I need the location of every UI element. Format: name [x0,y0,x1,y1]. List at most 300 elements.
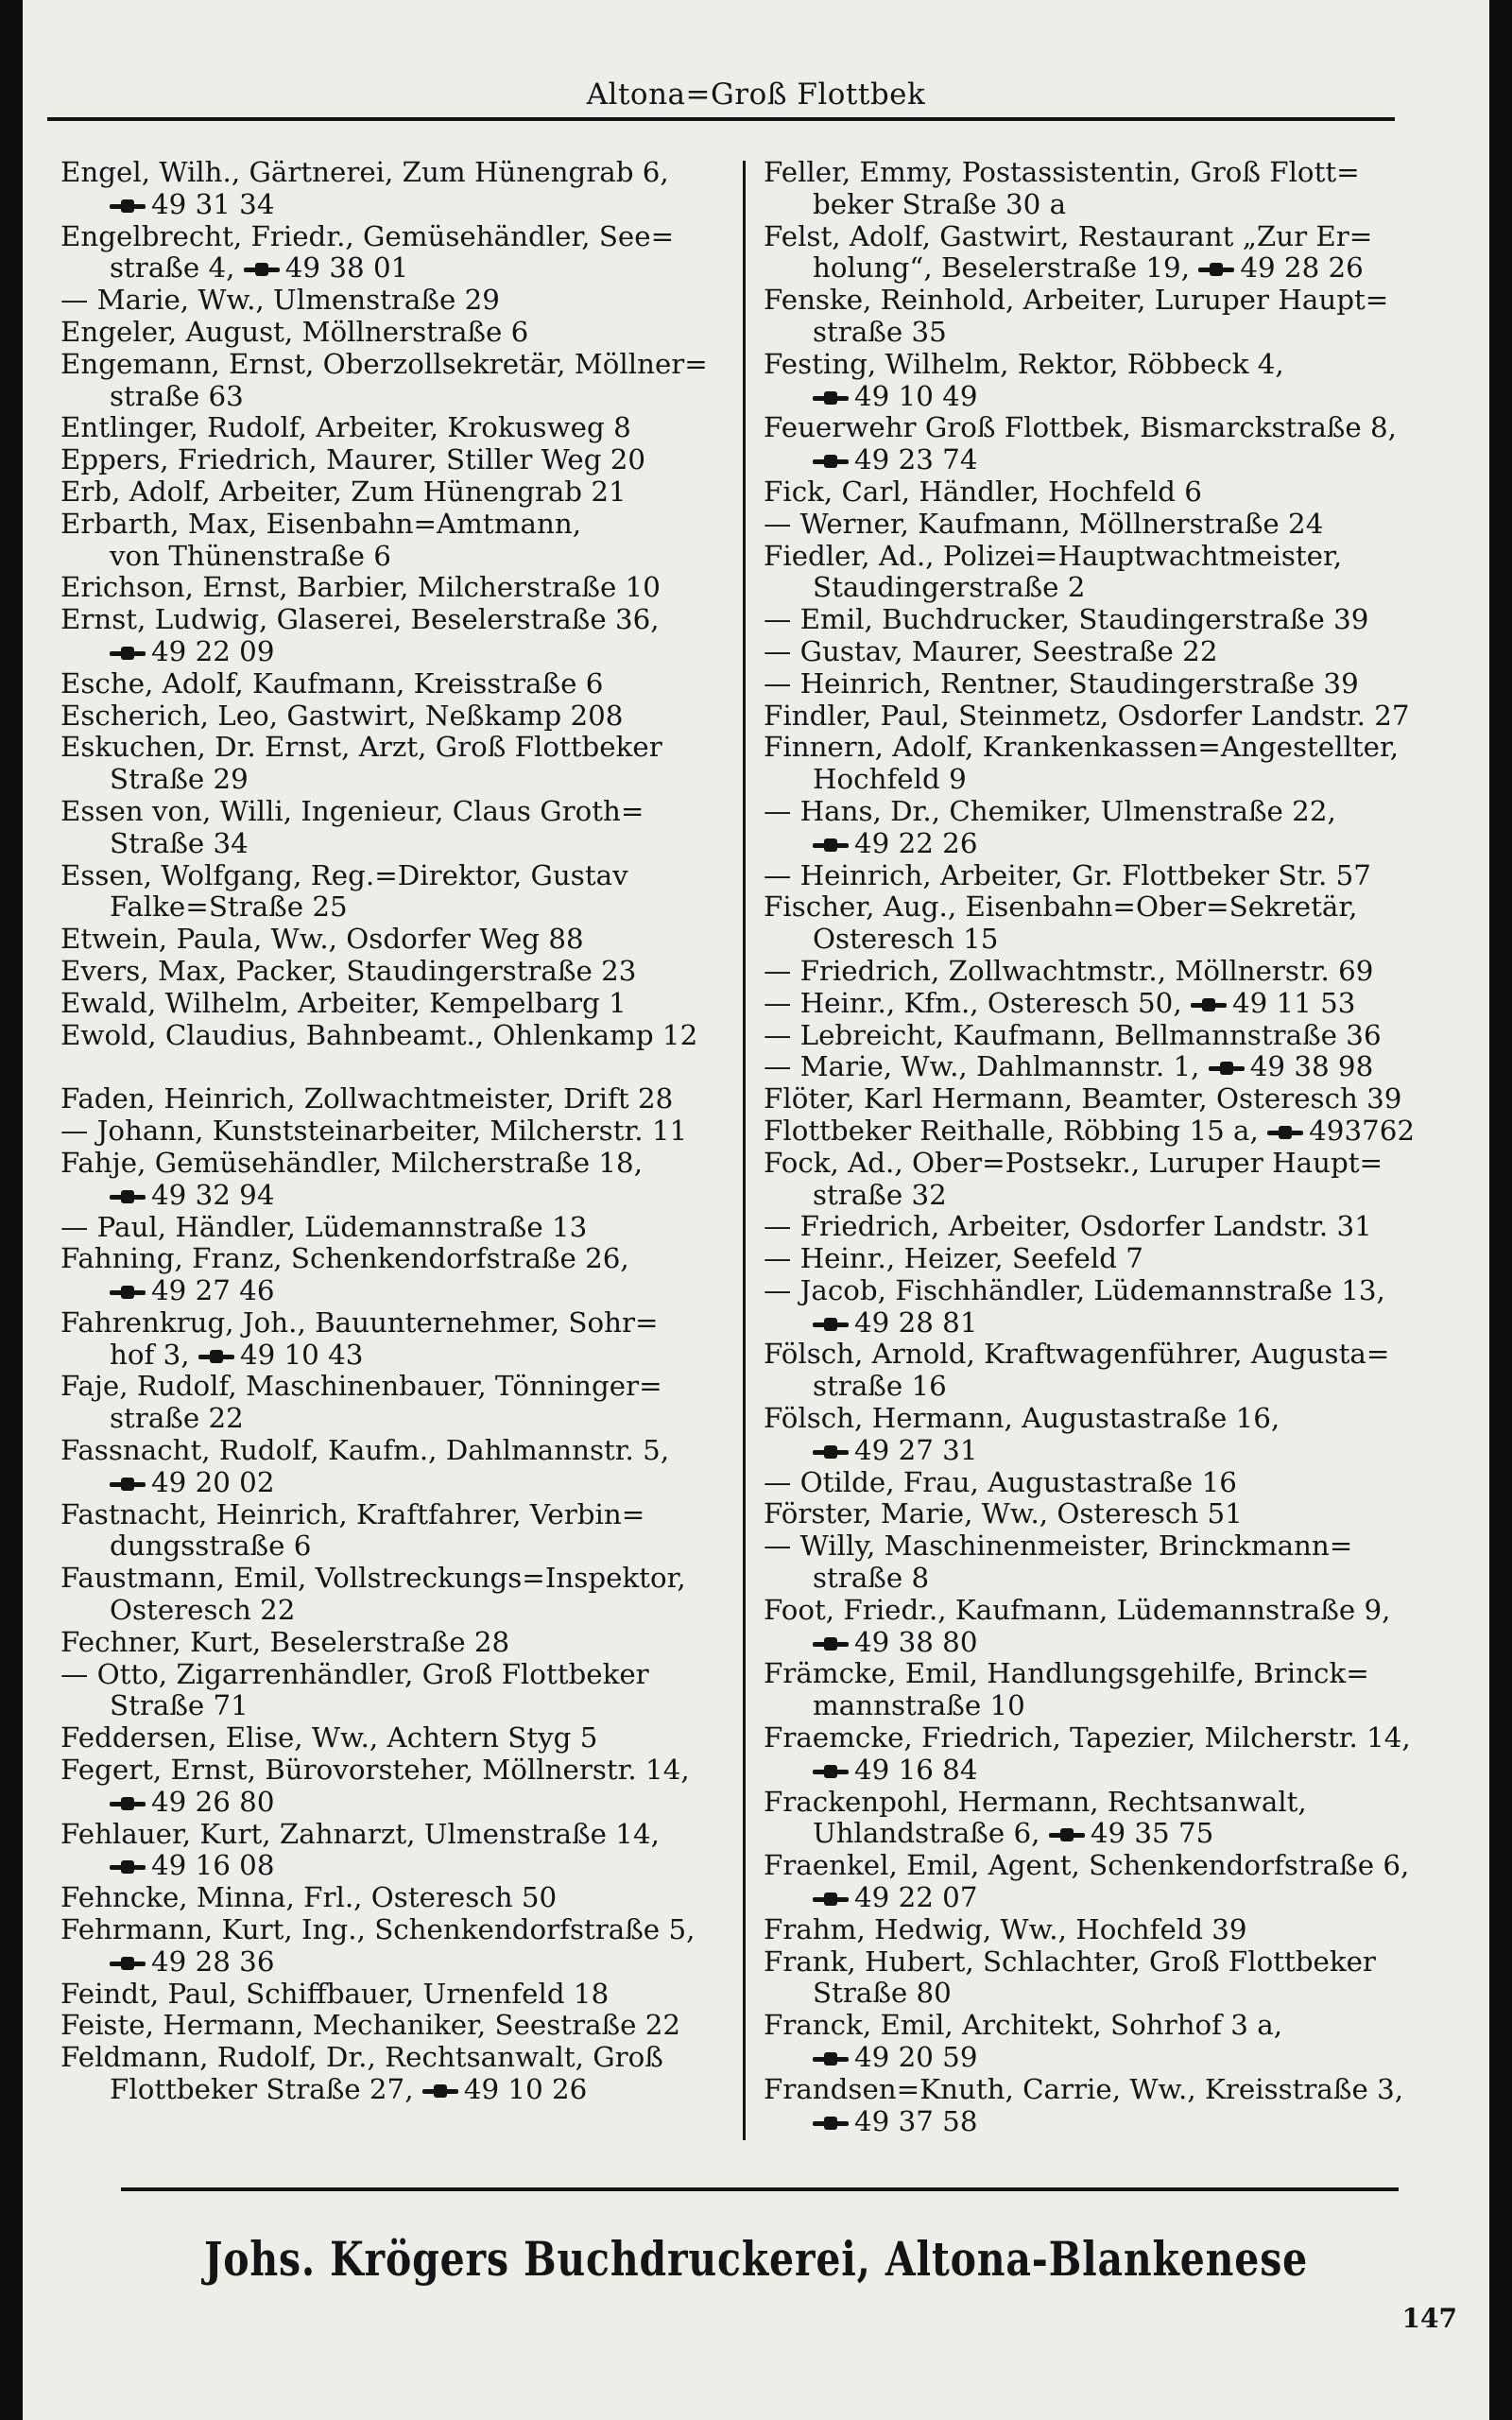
entry-line [764,509,1463,541]
directory-entry [764,1083,1463,1115]
directory-entry [60,1307,733,1372]
telephone-icon [198,1350,234,1363]
right-column [764,157,1463,2137]
entry-text: — Emil, Buchdrucker, Staudingerstraße 39 [764,603,1369,636]
telephone-icon [1049,1828,1085,1841]
page-header: Altona=Groß Flottbek [586,78,926,112]
directory-entry [60,860,733,925]
directory-entry [60,1148,733,1212]
entry-text: Feller, Emmy, Postassistentin, Groß Flott= [764,156,1360,188]
directory-entry [60,2010,733,2042]
entry-line [764,541,1463,573]
entry-line [60,1659,733,1691]
directory-entry [764,157,1463,221]
entry-line [764,668,1463,700]
entry-line [60,1914,733,1946]
entry-line [60,796,733,828]
entry-line [60,988,733,1020]
entry-text: holung“, Beselerstraße 19, [813,251,1191,285]
entry-line [764,1690,1463,1722]
phone-number: 49 10 49 [854,379,978,412]
telephone-icon [110,1860,146,1874]
directory-entry [764,2010,1463,2074]
phone-number: 49 11 53 [1231,986,1356,1019]
phone-line [764,1882,1463,1914]
telephone-icon [1267,1126,1303,1139]
entry-line [60,2010,733,2042]
entry-line [764,732,1463,764]
phone-line [764,2042,1463,2074]
entry-line [764,349,1463,381]
entry-text: Felst, Adolf, Gastwirt, Restaurant „Zur Er= [764,219,1373,252]
phone-number: 49 20 59 [854,2041,978,2074]
entry-text: — Heinrich, Arbeiter, Gr. Flottbeker Str. 57 [764,858,1371,891]
entry-text: mannstraße 10 [813,1689,1025,1722]
telephone-icon [813,838,849,852]
entry-line [60,1115,733,1148]
entry-line [764,1211,1463,1243]
entry-line [764,252,1463,285]
directory-entry [60,1979,733,2011]
entry-line [764,1978,1463,2010]
telephone-icon [813,455,849,468]
phone-line [60,1946,733,1979]
phone-line [60,1467,733,1499]
entry-text: Engel, Wilh., Gärtnerei, Zum Hünengrab 6, [60,156,669,188]
entry-line [764,1051,1463,1083]
phone-number: 49 23 74 [854,443,978,476]
entry-text: Festing, Wilhelm, Rektor, Röbbeck 4, [764,347,1284,380]
entry-line [60,828,733,860]
directory-entry [764,1339,1463,1403]
phone-number: 49 20 02 [151,1465,275,1498]
entry-line [60,668,733,700]
entry-text: Erichson, Ernst, Barbier, Milcherstraße 10 [60,571,661,604]
entry-line [764,924,1463,956]
entry-line [60,509,733,541]
entry-text: — Gustav, Maurer, Seestraße 22 [764,634,1218,667]
entry-text: Engemann, Ernst, Oberzollsekretär, Möllner= [60,347,708,380]
phone-number: 49 28 26 [1240,251,1364,285]
directory-entry [60,956,733,988]
entry-line [764,1722,1463,1754]
directory-entry [60,604,733,668]
telephone-icon [110,1478,146,1491]
entry-line [764,1148,1463,1180]
entry-line [764,1020,1463,1052]
directory-entry [764,2074,1463,2138]
directory-entry [764,1595,1463,1659]
entry-text: dungsstraße 6 [110,1530,312,1563]
phone-number: 49 10 43 [239,1338,364,1371]
phone-number: 49 38 80 [854,1625,978,1658]
entry-line [764,1371,1463,1403]
entry-text: Falke=Straße 25 [110,890,348,924]
entry-text: straße 35 [813,315,947,348]
entry-line [60,1819,733,1851]
entry-text: straße 8 [813,1562,930,1595]
directory-entry [60,349,733,413]
phone-line [764,1754,1463,1787]
entry-text: Fehrmann, Kurt, Ing., Schenkendorfstraße 5, [60,1913,696,1946]
entry-text: Franck, Emil, Architekt, Sohrhof 3 a, [764,2009,1283,2042]
phone-line [60,1787,733,1819]
entry-line [60,1979,733,2011]
column-divider [743,161,746,2140]
phone-number: 49 22 26 [854,826,978,859]
phone-number: 49 31 34 [151,187,275,220]
directory-entry [764,221,1463,285]
directory-entry [60,668,733,700]
entry-line [60,317,733,349]
entry-line [764,1850,1463,1882]
directory-entry [764,988,1463,1020]
telephone-icon [1191,998,1227,1011]
entry-line [60,412,733,444]
directory-entry [764,476,1463,509]
directory-entry [60,444,733,476]
directory-entry [60,1083,733,1115]
entry-line [764,860,1463,892]
phone-number: 49 16 84 [854,1753,978,1786]
entry-text: straße 63 [110,379,244,412]
entry-text: beker Straße 30 a [813,187,1067,220]
entry-line [60,381,733,413]
entry-text: Escherich, Leo, Gastwirt, Neßkamp 208 [60,699,624,732]
directory-entry [60,1435,733,1499]
entry-line [60,572,733,604]
entry-line [60,891,733,924]
entry-line [60,732,733,764]
directory-entry [764,1722,1463,1787]
directory-entry [764,1946,1463,2011]
directory-entry [764,412,1463,476]
directory-entry [764,668,1463,700]
entry-line [764,1243,1463,1275]
phone-number: 493762 [1309,1114,1416,1147]
entry-text: hof 3, [110,1338,190,1371]
entry-text: Fraemcke, Friedrich, Tapezier, Milcherstr. 14, [764,1721,1411,1754]
entry-text: Fock, Ad., Ober=Postsekr., Luruper Haupt= [764,1146,1383,1179]
directory-entry [764,604,1463,636]
entry-text: Ernst, Ludwig, Glaserei, Beselerstraße 36, [60,603,660,636]
directory-entry [764,349,1463,413]
phone-line [60,1275,733,1307]
telephone-icon [110,1286,146,1299]
entry-text: Finnern, Adolf, Krankenkassen=Angestellter, [764,731,1400,764]
entry-line [764,157,1463,189]
entry-text: Fastnacht, Heinrich, Kraftfahrer, Verbin= [60,1497,645,1530]
directory-entry [60,1020,733,1052]
entry-text: Straße 80 [813,1977,952,2010]
entry-line [60,444,733,476]
telephone-icon [110,1957,146,1970]
entry-line [764,796,1463,828]
telephone-icon [110,199,146,213]
directory-entry [60,1499,733,1564]
directory-entry [60,1722,733,1754]
directory-entry [764,1275,1463,1340]
entry-text: — Lebreicht, Kaufmann, Bellmannstraße 36 [764,1018,1382,1051]
directory-entry [60,1243,733,1307]
directory-entry [60,1754,733,1819]
phone-line [764,2106,1463,2138]
directory-entry [60,572,733,604]
entry-line [764,700,1463,733]
entry-line [60,764,733,796]
entry-line [764,285,1463,317]
phone-number: 49 28 81 [854,1305,978,1339]
directory-entry [764,860,1463,892]
page-number: 147 [1401,2303,1457,2334]
entry-text: Uhlandstraße 6, [813,1817,1040,1850]
phone-number: 49 22 07 [854,1881,978,1914]
directory-entry [764,509,1463,541]
entry-line [60,1243,733,1275]
entry-text: — Heinrich, Rentner, Staudingerstraße 39 [764,666,1359,700]
directory-entry [764,1148,1463,1212]
entry-text: — Werner, Kaufmann, Möllnerstraße 24 [764,507,1324,540]
directory-entry [764,1467,1463,1499]
entry-text: — Johann, Kunststeinarbeiter, Milcherstr. 11 [60,1115,688,1148]
directory-entry [764,541,1463,605]
entry-text: Flöter, Karl Hermann, Beamter, Osteresch 39 [764,1082,1402,1115]
entry-line [60,1499,733,1531]
directory-entry [60,988,733,1020]
entry-line [60,476,733,509]
entry-text: Frandsen=Knuth, Carrie, Ww., Kreisstraße 3, [764,2072,1404,2105]
entry-line [60,1020,733,1052]
entry-line [60,252,733,285]
phone-line [60,636,733,668]
entry-text: — Friedrich, Arbeiter, Osdorfer Landstr. 31 [764,1210,1372,1243]
directory-entry [60,1115,733,1148]
directory-entry [60,1627,733,1659]
entry-text: — Marie, Ww., Ulmenstraße 29 [60,284,500,317]
entry-text: Essen von, Willi, Ingenieur, Claus Groth= [60,794,644,827]
entry-line [764,891,1463,924]
entry-line [764,1595,1463,1627]
telephone-icon [813,1637,849,1651]
entry-line [60,2042,733,2074]
phone-line [60,1180,733,1212]
directory-entry [764,1914,1463,1946]
entry-line [60,2074,733,2106]
entry-text: — Hans, Dr., Chemiker, Ulmenstraße 22, [764,794,1336,827]
entry-line [764,1818,1463,1850]
left-column [60,157,733,2106]
telephone-icon [422,2084,458,2098]
entry-text: Feldmann, Rudolf, Dr., Rechtsanwalt, Groß [60,2041,663,2074]
directory-entry [764,1498,1463,1530]
directory-entry [764,285,1463,349]
directory-entry [60,2042,733,2106]
entry-text: Feindt, Paul, Schiffbauer, Urnenfeld 18 [60,1977,610,2010]
directory-entry [764,636,1463,668]
footer-rule [121,2187,1399,2191]
directory-entry [764,891,1463,956]
entry-text: Främcke, Emil, Handlungsgehilfe, Brinck= [764,1657,1369,1690]
directory-entry [60,1882,733,1914]
directory-entry [60,700,733,733]
phone-number: 49 27 31 [854,1433,978,1466]
entry-text: Fahning, Franz, Schenkendorfstraße 26, [60,1242,629,1275]
phone-number: 49 32 94 [151,1178,275,1211]
entry-line [764,1115,1463,1148]
entry-text: straße 22 [110,1402,244,1435]
entry-text: Feuerwehr Groß Flottbek, Bismarckstraße 8, [764,411,1397,444]
entry-line [764,1275,1463,1307]
telephone-icon [1198,263,1234,276]
entry-line [60,956,733,988]
phone-line [60,1850,733,1882]
entry-text: Frahm, Hedwig, Ww., Hochfeld 39 [764,1912,1247,1945]
directory-entry [60,412,733,444]
telephone-icon [813,1765,849,1778]
phone-line [764,828,1463,860]
entry-text: — Friedrich, Zollwachtmstr., Möllnerstr. 69 [764,954,1374,987]
phone-number: 49 38 01 [284,251,409,285]
directory-entry [60,509,733,573]
directory-entry [764,700,1463,733]
directory-entry [764,1403,1463,1467]
entry-text: Fölsch, Arnold, Kraftwagenführer, Augusta= [764,1338,1390,1371]
entry-text: Fenske, Reinhold, Arbeiter, Luruper Haupt= [764,284,1389,317]
entry-line [60,860,733,892]
directory-entry [764,1658,1463,1722]
entry-line [60,700,733,733]
entry-text: — Jacob, Fischhändler, Lüdemannstraße 13, [764,1273,1385,1306]
entry-text: — Willy, Maschinenmeister, Brinckmann= [764,1530,1353,1563]
telephone-icon [813,1445,849,1459]
phone-line [764,444,1463,476]
entry-text: Fegert, Ernst, Bürovorsteher, Möllnerstr. 14, [60,1754,690,1787]
entry-line [764,604,1463,636]
entry-line [764,189,1463,221]
directory-entry [764,1243,1463,1275]
entry-line [60,1530,733,1563]
entry-text: Hochfeld 9 [813,763,967,796]
directory-entry [60,221,733,285]
entry-text: Foot, Friedr., Kaufmann, Lüdemannstraße 9, [764,1593,1391,1626]
phone-number: 49 27 46 [151,1274,275,1307]
phone-number: 49 28 36 [151,1945,275,1978]
entry-text: Förster, Marie, Ww., Osteresch 51 [764,1497,1243,1530]
entry-text: Eppers, Friedrich, Maurer, Stiller Weg 20 [60,443,646,476]
telephone-icon [813,2052,849,2066]
entry-line [764,2010,1463,2042]
directory-entry [764,796,1463,860]
entry-line [60,1403,733,1435]
phone-number: 49 16 08 [151,1849,275,1882]
entry-text: Fehlauer, Kurt, Zahnarzt, Ulmenstraße 14, [60,1817,660,1850]
entry-line [764,1914,1463,1946]
entry-text: Entlinger, Rudolf, Arbeiter, Krokusweg 8 [60,411,631,444]
directory-entry [764,956,1463,988]
entry-line [764,1467,1463,1499]
entry-text: Fahje, Gemüsehändler, Milcherstraße 18, [60,1146,644,1179]
directory-entry [764,1115,1463,1148]
phone-number: 49 26 80 [151,1785,275,1818]
phone-number: 49 35 75 [1090,1817,1214,1850]
entry-text: Findler, Paul, Steinmetz, Osdorfer Landstr. 27 [764,699,1410,732]
entry-text: Frackenpohl, Hermann, Rechtsanwalt, [764,1785,1307,1818]
phone-number: 49 22 09 [151,634,275,667]
entry-text: Esche, Adolf, Kaufmann, Kreisstraße 6 [60,666,604,700]
entry-line [60,541,733,573]
entry-text: Erbarth, Max, Eisenbahn=Amtmann, [60,507,582,540]
entry-line [60,157,733,189]
entry-text: Feddersen, Elise, Ww., Achtern Styg 5 [60,1721,598,1754]
directory-entry [60,796,733,860]
entry-text: Fick, Carl, Händler, Hochfeld 6 [764,475,1202,508]
directory-entry [60,1659,733,1723]
entry-line [60,1307,733,1340]
entry-text: Fölsch, Hermann, Augustastraße 16, [764,1402,1280,1435]
entry-line [60,1340,733,1372]
entry-text: Fechner, Kurt, Beselerstraße 28 [60,1625,510,1658]
entry-text: Straße 34 [110,826,249,859]
entry-line [60,604,733,636]
directory-entry [764,1850,1463,1914]
entry-text: Osteresch 15 [813,923,999,956]
directory-entry [60,285,733,317]
entry-line [60,1595,733,1627]
entry-line [764,956,1463,988]
entry-text: Faustmann, Emil, Vollstreckungs=Inspektor, [60,1562,686,1595]
phone-number: 49 37 58 [854,2104,978,2137]
entry-text: Essen, Wolfgang, Reg.=Direktor, Gustav [60,858,628,891]
entry-text: Ewald, Wilhelm, Arbeiter, Kempelbarg 1 [60,986,627,1019]
directory-entry [60,1563,733,1627]
entry-text: straße 4, [110,251,235,285]
entry-text: Faden, Heinrich, Zollwachtmeister, Drift 28 [60,1082,674,1115]
entry-text: Fassnacht, Rudolf, Kaufm., Dahlmannstr. 5, [60,1434,670,1467]
entry-text: Flottbeker Reithalle, Röbbing 15 a, [764,1114,1259,1147]
entry-text: von Thünenstraße 6 [110,539,391,572]
entry-line [764,1946,1463,1979]
telephone-icon [813,1893,849,1906]
entry-text: Fraenkel, Emil, Agent, Schenkendorfstraße 6, [764,1849,1410,1882]
entry-line [764,1180,1463,1212]
directory-entry [764,1211,1463,1243]
entry-line [764,317,1463,349]
entry-text: — Marie, Ww., Dahlmannstr. 1, [764,1050,1200,1083]
directory-entry [60,924,733,956]
entry-text: Staudingerstraße 2 [813,571,1086,604]
directory-entry [60,1914,733,1979]
directory-entry [764,1787,1463,1851]
directory-entry [764,1051,1463,1083]
entry-text: — Paul, Händler, Lüdemannstraße 13 [60,1210,588,1243]
entry-line [60,1435,733,1467]
entry-line [764,988,1463,1020]
entry-line [764,1339,1463,1371]
directory-entry [60,1212,733,1244]
directory-entry [60,1819,733,1883]
header-rule [47,117,1395,121]
entry-line [764,1530,1463,1563]
phone-number: 49 38 98 [1249,1050,1374,1083]
entry-line [764,412,1463,444]
entry-line [764,476,1463,509]
entry-text: Evers, Max, Packer, Staudingerstraße 23 [60,954,637,987]
entry-line [60,285,733,317]
directory-entry [764,1020,1463,1052]
entry-line [60,1627,733,1659]
entry-line [764,1498,1463,1530]
telephone-icon [1209,1062,1245,1075]
